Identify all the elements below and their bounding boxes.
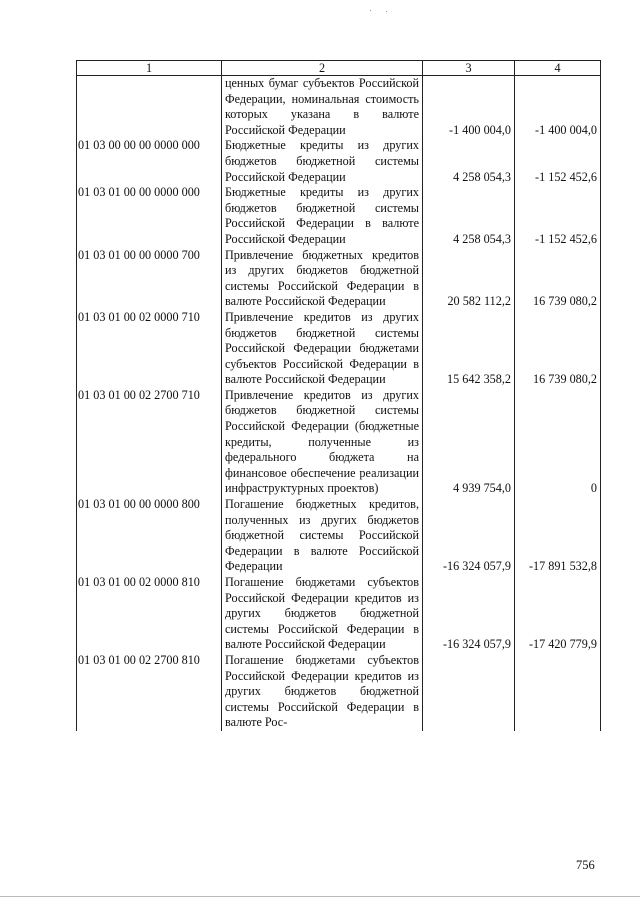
row-value-col3: -16 324 057,9 (423, 575, 515, 653)
column-header-3: 3 (423, 61, 515, 76)
row-description: Погашение бюджетами субъектов Российской Федерации кредитов из других бюджетов бюджетной системы Российской Федерации в валюте Рос- (222, 653, 423, 731)
row-value-col4: 0 (515, 388, 601, 497)
budget-table (76, 60, 601, 731)
row-code: 01 03 01 00 00 0000 700 (77, 248, 222, 310)
scan-edge-line (0, 896, 640, 897)
table-row (77, 248, 601, 310)
table-row (77, 310, 601, 388)
column-header-4: 4 (515, 61, 601, 76)
scan-speck (370, 10, 371, 11)
table-row (77, 497, 601, 575)
row-code: 01 03 01 00 00 0000 800 (77, 497, 222, 575)
row-description: Бюджетные кредиты из других бюджетов бюджетной системы Российской Федерации (222, 138, 423, 185)
row-value-col4: 16 739 080,2 (515, 310, 601, 388)
row-description: Погашение бюджетами субъектов Российской Федерации кредитов из других бюджетов бюджетной системы Российской Федерации в валюте Российской Федерации (222, 575, 423, 653)
row-value-col4: 16 739 080,2 (515, 248, 601, 310)
table-row (77, 575, 601, 653)
table-row (77, 653, 601, 731)
table-row (77, 388, 601, 497)
row-description: Погашение бюджетных кредитов, полученных из других бюджетов бюджетной системы Российской Федерации в валюте Российской Федерации (222, 497, 423, 575)
row-code: 01 03 01 00 02 0000 710 (77, 310, 222, 388)
column-header-1: 1 (77, 61, 222, 76)
row-value-col4: -17 891 532,8 (515, 497, 601, 575)
row-value-col3: 15 642 358,2 (423, 310, 515, 388)
row-description: Привлечение кредитов из других бюджетов бюджетной системы Российской Федерации бюджетами субъектов Российской Федерации в валюте Российской Федерации (222, 310, 423, 388)
page-number: 756 (576, 858, 595, 872)
row-value-col4: -1 152 452,6 (515, 138, 601, 185)
row-value-col3: 4 258 054,3 (423, 185, 515, 247)
row-code: 01 03 01 00 02 2700 710 (77, 388, 222, 497)
row-value-col3: -16 324 057,9 (423, 497, 515, 575)
row-description: Привлечение бюджетных кредитов из других бюджетов бюджетной системы Российской Федерации в валюте Российской Федерации (222, 248, 423, 310)
header-row (77, 61, 601, 76)
row-value-col3: 4 258 054,3 (423, 138, 515, 185)
row-value-col4: -1 152 452,6 (515, 185, 601, 247)
row-value-col3: -1 400 004,0 (423, 76, 515, 139)
row-value-col4: -17 420 779,9 (515, 575, 601, 653)
row-description: ценных бумаг субъектов Российской Федерации, номинальная стоимость которых указана в валюте Российской Федерации (222, 76, 423, 139)
table-row (77, 138, 601, 185)
row-value-col3: 20 582 112,2 (423, 248, 515, 310)
column-header-2: 2 (222, 61, 423, 76)
table-row (77, 76, 601, 139)
row-description: Бюджетные кредиты из других бюджетов бюджетной системы Российской Федерации в валюте Российской Федерации (222, 185, 423, 247)
row-code (77, 76, 222, 139)
row-code: 01 03 00 00 00 0000 000 (77, 138, 222, 185)
row-code: 01 03 01 00 02 0000 810 (77, 575, 222, 653)
row-code: 01 03 01 00 02 2700 810 (77, 653, 222, 731)
row-description: Привлечение кредитов из других бюджетов бюджетной системы Российской Федерации (бюджетные кредиты, полученные из федерального бюджета на финансовое обеспечение реализации инфраструктурных проектов) (222, 388, 423, 497)
row-value-col3: 4 939 754,0 (423, 388, 515, 497)
table-row (77, 185, 601, 247)
scan-speck (386, 11, 387, 12)
row-value-col4 (515, 653, 601, 731)
row-value-col4: -1 400 004,0 (515, 76, 601, 139)
row-code: 01 03 01 00 00 0000 000 (77, 185, 222, 247)
row-value-col3 (423, 653, 515, 731)
